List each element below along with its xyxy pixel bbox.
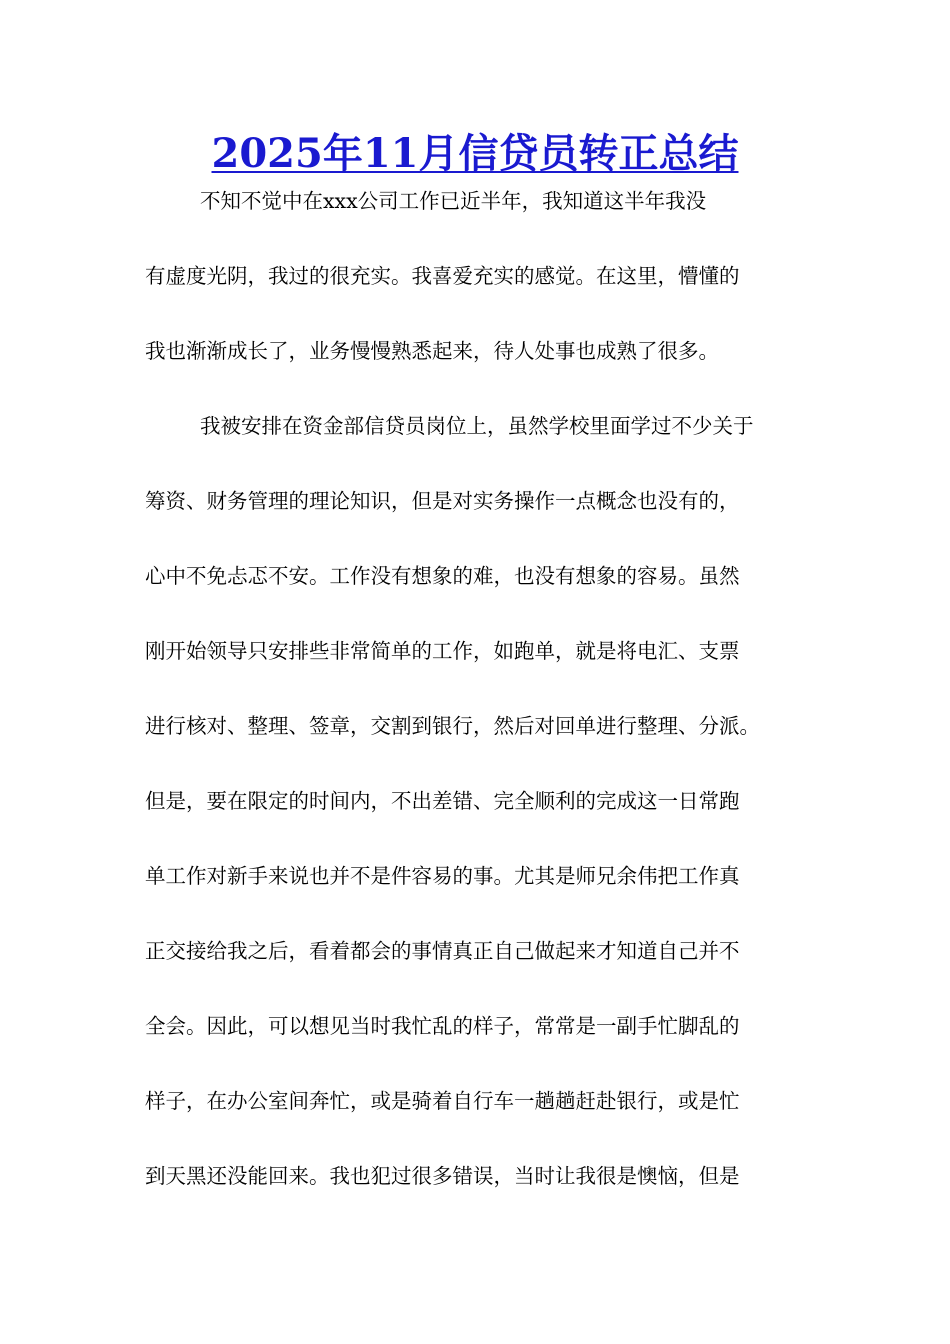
document-title[interactable]: 2025年11月信贷员转正总结	[211, 130, 739, 177]
paragraph-line: 到天黑还没能回来。我也犯过很多错误，当时让我很是懊恼，但是	[145, 1164, 740, 1188]
paragraph-line: 正交接给我之后，看着都会的事情真正自己做起来才知道自己并不	[145, 939, 740, 963]
paragraph-line: 样子，在办公室间奔忙，或是骑着自行车一趟趟赶赴银行，或是忙	[145, 1089, 740, 1113]
paragraph-line: 有虚度光阴，我过的很充实。我喜爱充实的感觉。在这里，懵懂的	[145, 264, 740, 288]
paragraph-line: 不知不觉中在xxx公司工作已近半年，我知道这半年我没	[200, 189, 707, 213]
paragraph-line: 进行核对、整理、签章，交割到银行，然后对回单进行整理、分派。	[145, 714, 760, 738]
paragraph-line: 单工作对新手来说也并不是件容易的事。尤其是师兄余伟把工作真	[145, 864, 740, 888]
paragraph-line: 刚开始领导只安排些非常简单的工作，如跑单，就是将电汇、支票	[145, 639, 740, 663]
paragraph-line: 全会。因此，可以想见当时我忙乱的样子，常常是一副手忙脚乱的	[145, 1014, 740, 1038]
paragraph-line: 我被安排在资金部信贷员岗位上，虽然学校里面学过不少关于	[200, 414, 754, 438]
paragraph-line: 但是，要在限定的时间内，不出差错、完全顺利的完成这一日常跑	[145, 789, 740, 813]
paragraph-line: 心中不免忐忑不安。工作没有想象的难，也没有想象的容易。虽然	[145, 564, 740, 588]
document-body	[145, 184, 810, 1234]
paragraph-line: 筹资、财务管理的理论知识，但是对实务操作一点概念也没有的，	[145, 489, 740, 513]
paragraph-line: 我也渐渐成长了，业务慢慢熟悉起来，待人处事也成熟了很多。	[145, 339, 719, 363]
